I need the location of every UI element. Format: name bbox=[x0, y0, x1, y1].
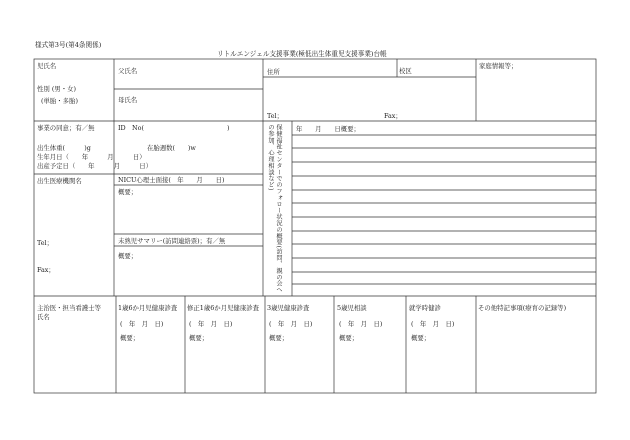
checkup-summary[interactable]: 概要； bbox=[269, 334, 289, 342]
gestation-field[interactable]: 在胎週数( )w bbox=[147, 144, 196, 152]
checkup-title[interactable]: 修正1歳6か月児健康診査 bbox=[187, 304, 260, 312]
hospital-tel-field[interactable]: Tel； bbox=[37, 239, 53, 247]
tel-field[interactable]: Tel； bbox=[267, 112, 283, 120]
birth-date-field[interactable]: 生年月日（ 年 月 日） bbox=[37, 153, 146, 161]
birth-hospital-field[interactable]: 出生医療機関名 bbox=[37, 177, 82, 185]
checkup-title[interactable]: 就学時健診 bbox=[409, 304, 441, 312]
ward-field[interactable]: 校区 bbox=[399, 67, 412, 75]
checkup-date[interactable]: ( 年 月 日) bbox=[339, 320, 383, 328]
checkup-summary[interactable]: 概要； bbox=[189, 334, 209, 342]
special-notes-field[interactable]: その他特記事項(療育の記録等) bbox=[478, 304, 567, 312]
fax-field[interactable]: Fax； bbox=[384, 112, 402, 120]
checkup-summary[interactable]: 概要； bbox=[339, 334, 359, 342]
checkup-date[interactable]: ( 年 月 日) bbox=[411, 320, 455, 328]
address-field[interactable]: 住所 bbox=[267, 68, 280, 76]
form-number: 様式第3号(第4条関係) bbox=[35, 41, 102, 49]
premature-summary-field[interactable]: 未熟児サマリー(訪問連絡票)；有／無 bbox=[118, 237, 226, 245]
form-title: リトルエンジェル支援事業(極低出生体重児支援事業)台帳 bbox=[217, 50, 387, 58]
checkup-title[interactable]: 1歳6か月児健康診査 bbox=[118, 304, 178, 312]
doctor-field[interactable]: 主治医・担当看護士等 bbox=[37, 304, 101, 312]
child-name-field[interactable]: 児氏名 bbox=[37, 62, 57, 70]
family-info-field[interactable]: 家庭情報等； bbox=[479, 62, 518, 70]
followup-date-summary[interactable]: 年 月 日概要； bbox=[296, 125, 360, 133]
mother-name-field[interactable]: 母氏名 bbox=[118, 96, 138, 104]
birth-type-field[interactable]: (単胎・多胎) bbox=[41, 97, 78, 105]
checkup-date[interactable]: ( 年 月 日) bbox=[269, 320, 313, 328]
checkup-date[interactable]: ( 年 月 日) bbox=[189, 320, 233, 328]
checkup-date[interactable]: ( 年 月 日) bbox=[120, 320, 164, 328]
gender-field[interactable]: 性別 (男・女) bbox=[37, 85, 76, 93]
nicu-summary-field[interactable]: 概要； bbox=[118, 188, 138, 196]
doctor-name-label: 氏名 bbox=[37, 313, 50, 321]
due-date-field[interactable]: 出産予定日（ 年 月 日） bbox=[37, 162, 153, 170]
premature-summary-detail[interactable]: 概要； bbox=[118, 252, 138, 260]
consent-field[interactable]: 事業の同意；有／無 bbox=[37, 124, 95, 132]
father-name-field[interactable]: 父氏名 bbox=[118, 67, 138, 75]
health-center-followup-label: 保健福祉センターでのフォロー状況の概要(訪問、親の会への参加、心理相談など) bbox=[267, 124, 282, 294]
hospital-fax-field[interactable]: Fax； bbox=[37, 266, 55, 274]
form-border bbox=[34, 59, 596, 393]
birth-weight-field[interactable]: 出生体重( )g bbox=[37, 144, 91, 152]
checkup-title[interactable]: 3歳児健康診査 bbox=[267, 304, 310, 312]
nicu-interview-field[interactable]: NICU心理士面接( 年 月 日) bbox=[118, 176, 225, 184]
checkup-title[interactable]: 5歳児相談 bbox=[337, 304, 367, 312]
checkup-summary[interactable]: 概要； bbox=[120, 334, 140, 342]
checkup-summary[interactable]: 概要； bbox=[411, 334, 431, 342]
id-number-field[interactable]: ID No( ) bbox=[118, 124, 230, 132]
